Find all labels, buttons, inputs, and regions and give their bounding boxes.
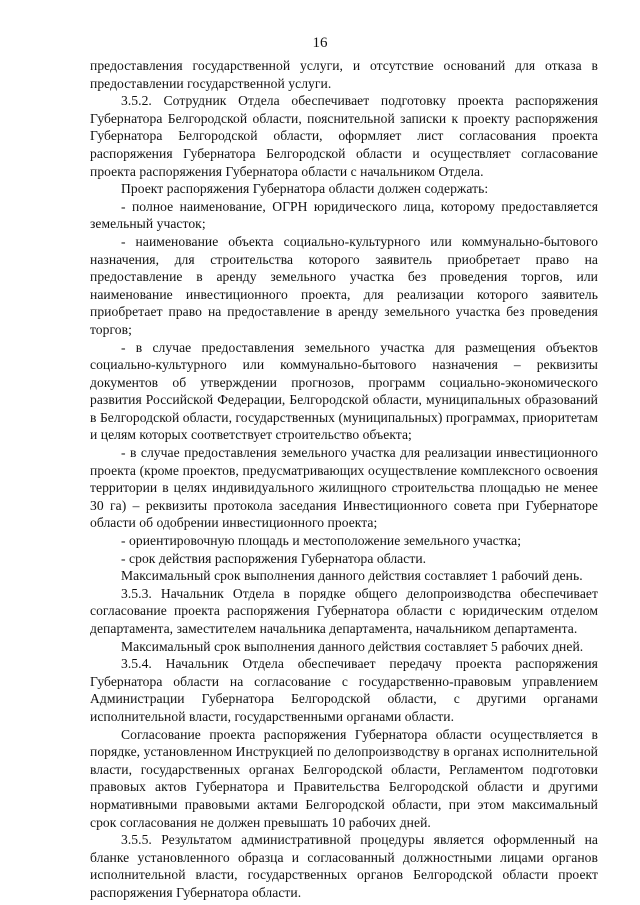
list-item-area-location: - ориентировочную площадь и местоположение земельного участка; <box>121 533 522 549</box>
list-item-validity-period: - срок действия распоряжения Губернатора области. <box>121 550 427 566</box>
paragraph-3-5-3: 3.5.3. Начальник Отдела в порядке общего делопроизводства обеспечивает согласование проекта распоряжения Губернатора области с юридическим отделом департамента, заместителем начальника департамента, начальником департамента. <box>90 585 598 636</box>
paragraph-max-term-1: Максимальный срок выполнения данного действия составляет 1 рабочий день. <box>121 568 583 584</box>
paragraph-project-contents-intro: Проект распоряжения Губернатора области должен содержать: <box>121 181 489 197</box>
paragraph-3-5-5: 3.5.5. Результатом административной процедуры является оформленный на бланке установленного образца и согласованный должностными лицами органов исполнительной власти, государственных органов Белгородской области проект распоряжения Губернатора области. <box>90 832 598 900</box>
paragraph-max-term-5: Максимальный срок выполнения данного действия составляет 5 рабочих дней. <box>121 638 584 654</box>
list-item-full-name: - полное наименование, ОГРН юридического лица, которому предоставляется земельный участок; <box>90 198 598 232</box>
paragraph-3-5-2: 3.5.2. Сотрудник Отдела обеспечивает подготовку проекта распоряжения Губернатора Белгородской области, пояснительной записки к проекту распоряжения Губернатора Белгородской области, оформляет лист согласования проекта распоряжения Губернатора Белгородской области и осуществляет согласование проекта распоряжения Губернатора области с начальником Отдела. <box>90 93 598 179</box>
list-item-social-object-details: - в случае предоставления земельного участка для размещения объектов социально-культурного или коммунально-бытового назначения – реквизиты документов об утверждении прогнозов, программ социально-экономического развития Российской Федерации, Белгородской области, муниципальных образований в Белгородской области, государственных (муниципальных) программах, приоритетам и целям которых соответствует строительство объекта; <box>90 339 598 443</box>
paragraph-continuation: предоставления государственной услуги, и отсутствие оснований для отказа в предоставлении государственной услуги. <box>90 58 598 91</box>
document-body <box>90 57 598 902</box>
paragraph-3-5-4: 3.5.4. Начальник Отдела обеспечивает передачу проекта распоряжения Губернатора области на согласование с государственно-правовым управлением Администрации Губернатора Белгородской области, с другими органами исполнительной власти, государственными органами области. <box>90 656 598 724</box>
page-number: 16 <box>312 35 328 51</box>
list-item-investment-project-details: - в случае предоставления земельного участка для реализации инвестиционного проекта (кроме проектов, предусматривающих осуществление комплексного освоения территории в целях индивидуального жилищного строительства площадью не менее 30 га) – реквизиты протокола заседания Инвестиционного совета при Губернаторе области об одобрении инвестиционного проекта; <box>90 445 598 531</box>
list-item-object-name: - наименование объекта социально-культурного или коммунально-бытового назначения, для строительства которого заявитель приобретает право на предоставление в аренду земельного участка без проведения торгов, или наименование инвестиционного проекта, для реализации которого заявитель приобретает право на предоставление в аренду земельного участка без проведения торгов; <box>90 233 598 337</box>
paragraph-approval-procedure: Согласование проекта распоряжения Губернатора области осуществляется в порядке, установленном Инструкцией по делопроизводству в органах исполнительной власти, государственных органах Белгородской области, Регламентом подготовки правовых актов Губернатора и Правительства Белгородской области и другими нормативными правовыми актами Белгородской области, при этом максимальный срок согласования не должен превышать 10 рабочих дней. <box>90 726 598 830</box>
